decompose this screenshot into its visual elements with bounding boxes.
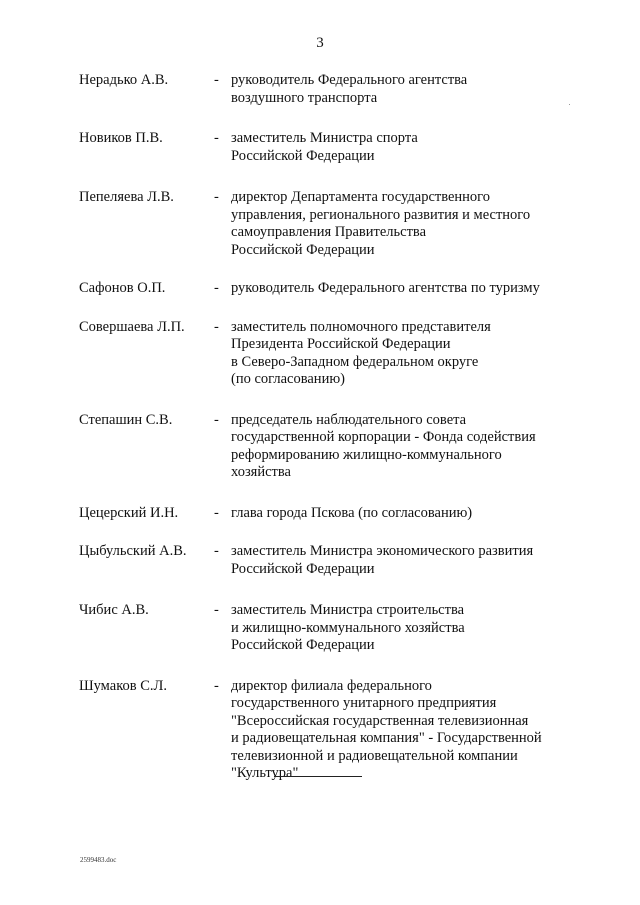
member-entry (79, 189, 579, 259)
member-entry (79, 280, 579, 298)
position-line: управления, регионального развития и местного (231, 206, 531, 223)
member-position (231, 189, 579, 259)
position-line: и радиовещательная компания" - Государственной (231, 730, 542, 746)
member-name: Шумаков С.Л. (79, 677, 167, 694)
member-name: Цыбульский А.В. (79, 543, 187, 559)
entry-dash: - (214, 543, 219, 559)
position-line: воздушного транспорта (231, 89, 378, 106)
position-line: Российской Федерации (231, 637, 375, 653)
position-line: хозяйства (231, 464, 291, 480)
entry-dash: - (214, 602, 219, 618)
member-name: Пепеляева Л.В. (79, 189, 174, 205)
position-line: Президента Российской Федерации (231, 336, 451, 352)
position-line: самоуправления Правительства (231, 224, 427, 240)
member-name: Цецерский И.Н. (79, 504, 179, 521)
member-entry (79, 543, 579, 578)
position-line: в Северо-Западном федеральном округе (231, 353, 479, 370)
position-line: "Всероссийская государственная телевизионная (231, 712, 529, 729)
member-name: Степашин С.В. (79, 411, 173, 428)
entry-dash: - (214, 189, 219, 205)
position-line: заместитель Министра строительства (231, 602, 465, 618)
position-line: директор Департамента государственного (231, 189, 491, 205)
position-line: руководитель Федерального агентства по туризму (231, 280, 540, 296)
member-name: Сафонов О.П. (79, 280, 166, 296)
position-line: телевизионной и радиовещательной компании (231, 747, 518, 764)
member-list (79, 72, 579, 783)
position-line: глава города Пскова (по согласованию) (231, 504, 473, 521)
member-entry (79, 505, 579, 523)
page-number: 3 (316, 35, 324, 51)
member-entry (79, 130, 579, 165)
position-line: "Культура" (231, 765, 299, 781)
position-line: заместитель Министра экономического развития (231, 543, 534, 559)
document-code: 2599483.doc (80, 856, 117, 864)
member-position (231, 319, 579, 389)
member-name: Совершаева Л.П. (79, 318, 185, 335)
position-line: заместитель полномочного представителя (231, 318, 491, 335)
member-entry (79, 319, 579, 389)
member-entry (79, 72, 579, 107)
position-line: руководитель Федерального агентства (231, 72, 468, 88)
member-position (231, 72, 579, 107)
member-position (231, 130, 579, 165)
position-line: (по согласованию) (231, 371, 345, 387)
position-line: и жилищно-коммунального хозяйства (231, 619, 465, 636)
member-position (231, 602, 579, 655)
position-line: государственного унитарного предприятия (231, 695, 497, 711)
member-entry (79, 678, 579, 783)
position-line: председатель наблюдательного совета (231, 411, 467, 428)
entry-dash: - (214, 130, 219, 146)
member-position (231, 543, 579, 578)
member-entry (79, 412, 579, 482)
position-line: государственной корпорации - Фонда содействия (231, 429, 536, 445)
entry-dash: - (214, 280, 219, 296)
member-entry (79, 602, 579, 655)
entry-dash: - (214, 411, 219, 428)
position-line: реформированию жилищно-коммунального (231, 446, 502, 463)
position-line: Российской Федерации (231, 560, 375, 577)
position-line: заместитель Министра спорта (231, 130, 418, 146)
entry-dash: - (214, 677, 219, 694)
member-name: Новиков П.В. (79, 130, 163, 146)
member-name: Чибис А.В. (79, 602, 149, 618)
entry-dash: - (214, 72, 219, 88)
member-position (231, 412, 579, 482)
position-line: Российской Федерации (231, 147, 375, 164)
member-position (231, 678, 579, 783)
entry-dash: - (214, 504, 219, 521)
member-position (231, 280, 579, 298)
member-name: Нерадько А.В. (79, 72, 169, 88)
end-separator-line (274, 776, 362, 777)
entry-dash: - (214, 318, 219, 335)
member-position (231, 505, 579, 523)
position-line: директор филиала федерального (231, 677, 432, 694)
position-line: Российской Федерации (231, 241, 375, 258)
